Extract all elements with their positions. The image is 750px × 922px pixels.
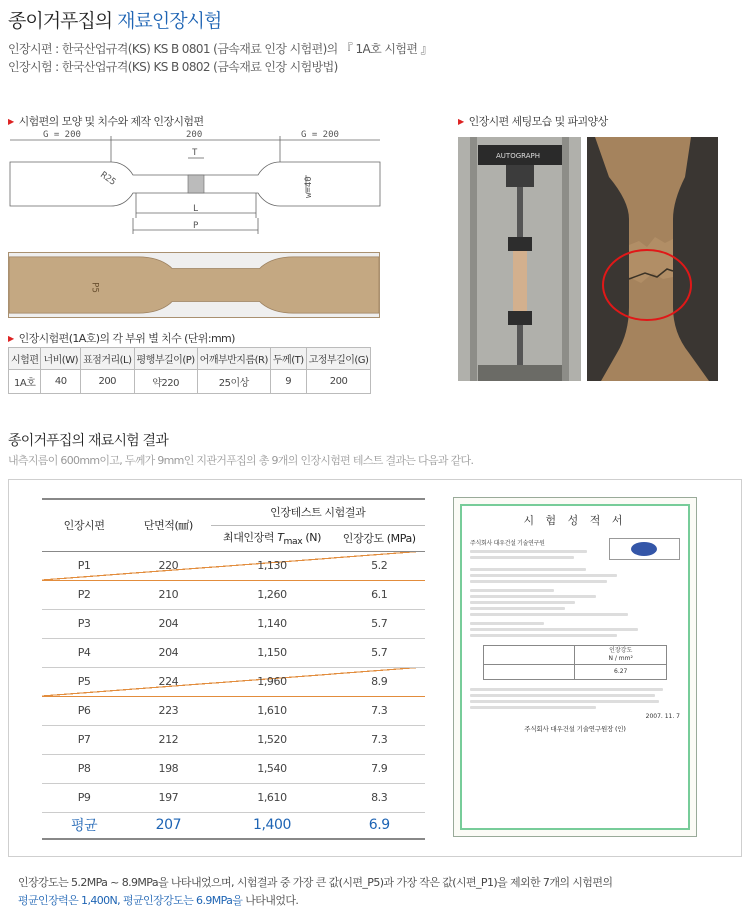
cell-specimen: P1 xyxy=(42,551,126,580)
table-row xyxy=(42,696,425,725)
certificate-title: 시 험 성 적 서 xyxy=(523,514,627,527)
dimension-header-cell: 시험편 xyxy=(9,348,41,370)
summary-line-2 xyxy=(18,892,612,910)
table-row xyxy=(42,783,425,812)
dimension-header-cell: 두께(T) xyxy=(270,348,306,370)
certificate-date: 2007. 11. 7 xyxy=(645,713,680,720)
average-load: 1,400 xyxy=(211,812,334,839)
header-specimen: 인장시편 xyxy=(42,499,126,551)
cell-strength: 6.1 xyxy=(333,580,425,609)
dim-t-label: T xyxy=(192,148,198,158)
summary-line-1: 인장강도는 5.2MPa ~ 8.9MPa을 나타내었으며, 시험결과 중 가장 큰 값(시편_P5)과 가장 작은 값(시편_P1)을 제외한 7개의 시험편의 xyxy=(18,876,613,889)
results-description: 내측지름이 600mm이고, 두께가 9mm인 지관거푸집의 총 9개의 인장시험편 테스트 결과는 다음과 같다. xyxy=(8,454,474,467)
dim-r-label: R25 xyxy=(98,170,118,188)
cell-specimen: P6 xyxy=(42,696,126,725)
table-row xyxy=(42,551,425,580)
specimen-photo xyxy=(8,252,380,318)
dimension-cell: 200 xyxy=(81,370,135,394)
cell-strength: 7.3 xyxy=(333,696,425,725)
table-row xyxy=(42,754,425,783)
table-row xyxy=(42,667,425,696)
dim-p-label: P xyxy=(193,221,199,231)
cell-specimen: P4 xyxy=(42,638,126,667)
header-strength: 인장강도 (MPa) xyxy=(333,525,425,551)
header-max-load-unit: (N) xyxy=(302,530,321,544)
machine-brand-label: AUTOGRAPH xyxy=(496,152,540,160)
header-max-load xyxy=(211,525,334,551)
cell-load: 1,130 xyxy=(211,551,334,580)
dimension-cell: 25이상 xyxy=(197,370,270,394)
results-summary xyxy=(18,874,612,910)
standard-test-text: 인장시험 : 한국산업규격(KS) KS B 0802 (금속재료 인장 시험방법) xyxy=(8,60,338,74)
dimension-header-cell: 평행부길이(P) xyxy=(134,348,197,370)
header-max-load-symbol: T xyxy=(277,530,284,544)
standard-specimen-text: 인장시편 : 한국산업규격(KS) KS B 0801 (금속재료 인장 시험편)의 『 1A호 시험편 』 xyxy=(8,42,432,56)
dimension-table xyxy=(8,347,371,394)
cell-area: 224 xyxy=(126,667,210,696)
cell-area: 197 xyxy=(126,783,210,812)
certificate-result-unit: N / mm² xyxy=(608,655,633,662)
cell-specimen: P3 xyxy=(42,609,126,638)
average-area: 207 xyxy=(126,812,210,839)
cell-specimen: P2 xyxy=(42,580,126,609)
header-max-load-prefix: 최대인장력 xyxy=(222,530,278,544)
dimension-cell: 9 xyxy=(270,370,306,394)
header-max-load-sub: max xyxy=(283,536,303,548)
dimension-section-title xyxy=(8,330,235,346)
cell-area: 204 xyxy=(126,609,210,638)
average-label: 평균 xyxy=(42,812,126,839)
table-row xyxy=(42,638,425,667)
page-title-accent: 재료인장시험 xyxy=(117,10,222,32)
summary-line-2-rest: 나타내었다. xyxy=(242,894,299,907)
cell-load: 1,260 xyxy=(211,580,334,609)
dimension-header-cell: 어깨부반지름(R) xyxy=(197,348,270,370)
cell-area: 204 xyxy=(126,638,210,667)
certificate-company: 주식회사 대우건설 기술연구원 xyxy=(470,540,545,547)
certificate-frame xyxy=(460,504,690,830)
summary-highlight: 평균인장력은 1,400N, 평균인장강도는 6.9MPa을 xyxy=(18,894,243,907)
cell-load: 1,540 xyxy=(211,754,334,783)
average-row xyxy=(42,812,425,839)
dim-w-label: w=40 xyxy=(304,176,314,198)
results-panel xyxy=(8,479,742,857)
dimension-cell: 40 xyxy=(41,370,81,394)
dimension-section-title-text: 인장시험편(1A호)의 각 부위 별 치수 (단위:mm) xyxy=(18,332,235,345)
table-row xyxy=(42,609,425,638)
table-row xyxy=(42,580,425,609)
cell-strength: 5.2 xyxy=(333,551,425,580)
certificate-result-label: 인장강도 xyxy=(609,647,633,654)
dim-center-label: 200 xyxy=(186,130,203,140)
dimension-header-cell: 표점거리(L) xyxy=(81,348,135,370)
cell-area: 210 xyxy=(126,580,210,609)
cell-strength: 8.9 xyxy=(333,667,425,696)
cell-specimen: P7 xyxy=(42,725,126,754)
dimension-cell: 200 xyxy=(306,370,371,394)
specimen-section-title-text: 시험편의 모양 및 치수와 제작 인장시험편 xyxy=(18,115,204,128)
cell-load: 1,520 xyxy=(211,725,334,754)
cell-specimen: P9 xyxy=(42,783,126,812)
header-area: 단면적(㎟) xyxy=(126,499,210,551)
cell-area: 220 xyxy=(126,551,210,580)
cell-load: 1,140 xyxy=(211,609,334,638)
dimension-table-header xyxy=(9,348,371,370)
cell-strength: 5.7 xyxy=(333,609,425,638)
cell-specimen: P8 xyxy=(42,754,126,783)
cell-strength: 5.7 xyxy=(333,638,425,667)
test-certificate-image xyxy=(453,497,697,837)
table-row xyxy=(42,725,425,754)
results-header-row xyxy=(42,499,425,525)
fracture-photo xyxy=(587,137,718,381)
cell-strength: 7.3 xyxy=(333,725,425,754)
cell-load: 1,960 xyxy=(211,667,334,696)
certificate-result-value: 6.27 xyxy=(614,668,628,675)
specimen-drawing xyxy=(8,128,384,245)
photos-section-title-text: 인장시편 세팅모습 및 파괴양상 xyxy=(468,115,608,128)
test-machine-photo xyxy=(458,137,581,381)
cell-load: 1,610 xyxy=(211,696,334,725)
dim-g-left-label: G = 200 xyxy=(43,130,81,140)
specimen-section-title xyxy=(8,113,204,129)
cell-load: 1,610 xyxy=(211,783,334,812)
page-title-prefix: 종이거푸집의 xyxy=(8,10,118,32)
cell-area: 198 xyxy=(126,754,210,783)
table-row xyxy=(9,370,371,394)
cell-specimen: P5 xyxy=(42,667,126,696)
page-title xyxy=(8,6,221,33)
header-group: 인장테스트 시험결과 xyxy=(211,499,426,525)
cell-strength: 7.9 xyxy=(333,754,425,783)
results-table xyxy=(42,498,425,840)
dim-l-label: L xyxy=(193,204,199,214)
average-strength: 6.9 xyxy=(333,812,425,839)
dimension-header-cell: 고정부길이(G) xyxy=(306,348,371,370)
photos-section-title xyxy=(458,113,608,129)
bullet-icon: ▶ xyxy=(458,117,464,126)
dim-g-right-label: G = 200 xyxy=(301,130,339,140)
bullet-icon: ▶ xyxy=(8,334,14,343)
kolas-logo-icon xyxy=(631,542,657,556)
certificate-footer: 주식회사 대우건설 기술연구원장 (인) xyxy=(524,725,626,733)
bullet-icon: ▶ xyxy=(8,117,14,126)
cell-strength: 8.3 xyxy=(333,783,425,812)
dimension-cell: 1A호 xyxy=(9,370,41,394)
results-title: 종이거푸집의 재료시험 결과 xyxy=(8,433,168,449)
cell-area: 212 xyxy=(126,725,210,754)
dimension-header-cell: 너비(W) xyxy=(41,348,81,370)
cell-area: 223 xyxy=(126,696,210,725)
cell-load: 1,150 xyxy=(211,638,334,667)
dimension-cell: 약220 xyxy=(134,370,197,394)
specimen-photo-marking: P5 xyxy=(89,282,100,293)
